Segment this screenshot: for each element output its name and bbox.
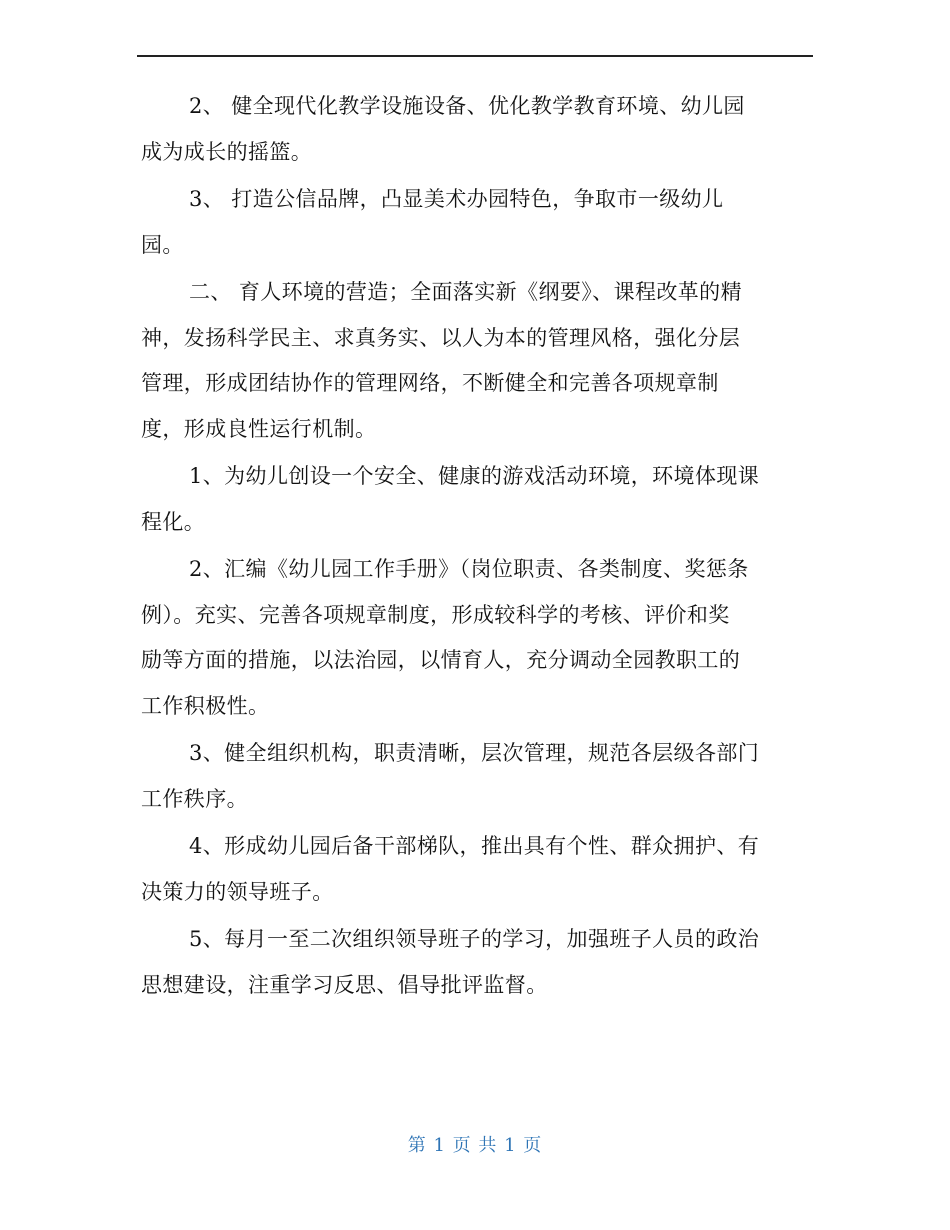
paragraph-line: 工作秩序。 bbox=[141, 786, 248, 811]
paragraph-line: 2、 健全现代化教学设施设备、优化教学教育环境、幼儿园 bbox=[189, 94, 745, 118]
paragraph-line: 励等方面的措施，以法治园，以情育人，充分调动全园教职工的 bbox=[141, 648, 741, 672]
paragraph-line: 4、形成幼儿园后备干部梯队，推出具有个性、群众拥护、有 bbox=[189, 834, 760, 858]
paragraph-line: 2、汇编《幼儿园工作手册》（岗位职责、各类制度、奖惩条 bbox=[189, 557, 749, 581]
page-number-footer: 第 1 页 共 1 页 bbox=[407, 1135, 543, 1156]
paragraph-line: 园。 bbox=[141, 232, 184, 257]
paragraph-line: 管理，形成团结协作的管理网络，不断健全和完善各项规章制 bbox=[141, 371, 719, 395]
paragraph-line: 工作积极性。 bbox=[141, 693, 270, 718]
paragraph-item-2-facilities bbox=[141, 84, 809, 175]
header-rule bbox=[137, 55, 813, 57]
paragraph-sub-3-organization bbox=[141, 731, 809, 822]
paragraph-line: 例）。充实、完善各项规章制度，形成较科学的考核、评价和奖 bbox=[141, 602, 730, 627]
paragraph-line: 成为成长的摇篮。 bbox=[141, 139, 313, 164]
paragraph-line: 神，发扬科学民主、求真务实、以人为本的管理风格，强化分层 bbox=[141, 325, 741, 350]
paragraph-line: 3、健全组织机构，职责清晰，层次管理，规范各层级各部门 bbox=[189, 741, 760, 765]
paragraph-sub-5-study bbox=[141, 917, 809, 1008]
paragraph-sub-2-handbook bbox=[141, 547, 809, 729]
paragraph-sub-1-safety bbox=[141, 454, 809, 545]
paragraph-line: 二、 育人环境的营造；全面落实新《纲要》、课程改革的精 bbox=[189, 280, 742, 304]
document-body bbox=[141, 84, 809, 1010]
paragraph-line: 1、为幼儿创设一个安全、健康的游戏活动环境，环境体现课 bbox=[189, 464, 760, 488]
paragraph-item-3-brand bbox=[141, 177, 809, 268]
paragraph-line: 决策力的领导班子。 bbox=[141, 879, 334, 904]
paragraph-section-2-environment bbox=[141, 270, 809, 452]
paragraph-line: 程化。 bbox=[141, 509, 206, 534]
paragraph-line: 度，形成良性运行机制。 bbox=[141, 416, 377, 441]
paragraph-line: 3、 打造公信品牌，凸显美术办园特色，争取市一级幼儿 bbox=[189, 187, 724, 211]
paragraph-line: 思想建设，注重学习反思、倡导批评监督。 bbox=[141, 972, 548, 997]
paragraph-line: 5、每月一至二次组织领导班子的学习，加强班子人员的政治 bbox=[189, 927, 760, 951]
paragraph-sub-4-cadres bbox=[141, 824, 809, 915]
